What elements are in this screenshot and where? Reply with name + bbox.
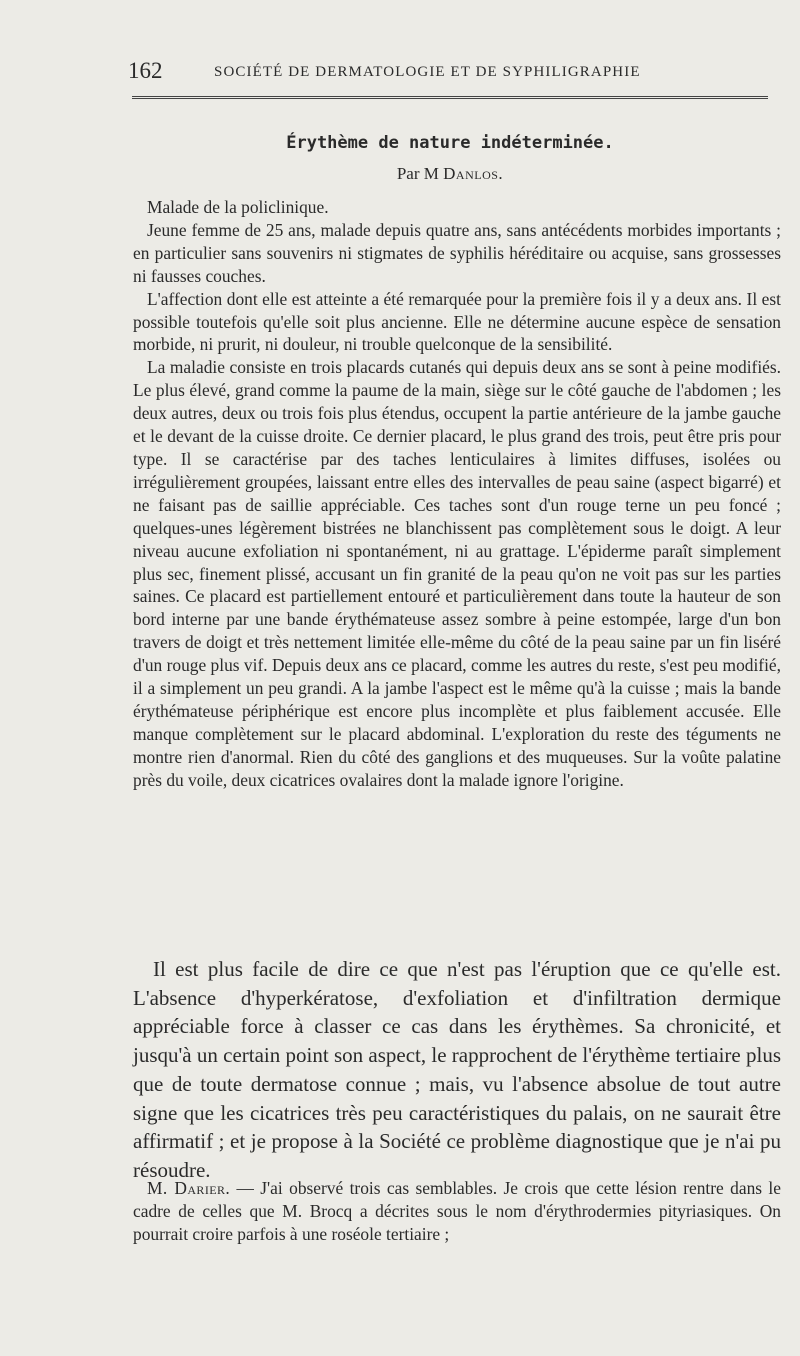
paragraph-intro: Malade de la policlinique. [147, 197, 329, 217]
paragraph-onset: L'affection dont elle est atteinte a été remarquée pour la première fois il y a deux ans. Il est possible toutefois qu'elle soit plus ancienne. Elle ne détermine aucune espèce de sensation morbide, ni prurit, ni douleur, ni trouble quelconque de la sensibilité. [133, 288, 781, 355]
byline-prefix: Par M [396, 164, 439, 183]
page-number: 162 [128, 58, 163, 83]
case-report [133, 196, 781, 792]
author-commentary: Il est plus facile de dire ce que n'est pas l'éruption que ce qu'elle est. L'absence d'hyperkératose, d'exfoliation et d'infiltration dermique appréciable force à classer ce cas dans les érythèmes. Sa chronicité, et jusqu'à un certain point son aspect, le rapprochent de l'érythème tertiaire plus que de toute dermatose connue ; mais, vu l'absence absolue de tout autre signe que les cicatrices très peu caractéristiques du palais, on ne saurait être affirmatif ; et je propose à la Société ce problème diagnostique que je n'ai pu résoudre. [133, 957, 781, 1182]
byline [0, 162, 800, 186]
journal-title: SOCIÉTÉ DE DERMATOLOGIE ET DE SYPHILIGRAPHIE [214, 64, 641, 80]
discussion-text: — J'ai observé trois cas semblables. Je crois que cette lésion rentre dans le cadre de celles que M. Brocq a décrites sous le nom d'érythrodermies pityriasiques. On pourrait croire parfois à une roséole tertiaire ; [133, 1178, 781, 1244]
discussion-paragraph [133, 1177, 781, 1245]
running-head [128, 56, 768, 90]
paragraph-history: Jeune femme de 25 ans, malade depuis quatre ans, sans antécédents morbides importants ; en particulier sans souvenirs ni stigmates de syphilis héréditaire ou acquise, sans grossesses ni fausses couches. [133, 219, 781, 286]
paragraph-description: La maladie consiste en trois placards cutanés qui depuis deux ans se sont à peine modifiés. Le plus élevé, grand comme la paume de la main, siège sur le côté gauche de l'abdomen ; les deux autres, deux ou trois fois plus étendus, occupent la partie antérieure de la jambe gauche et le devant de la cuisse droite. Ce dernier placard, le plus grand des trois, peut être pris pour type. Il se caractérise par des taches lenticulaires à limites diffuses, isolées ou irrégulièrement groupées, laissant entre elles des intervalles de peau saine (aspect bigarré) et ne faisant pas de saillie appréciable. Ces taches sont d'un rouge terne un peu foncé ; quelques-unes légèrement bistrées ne blanchissent pas complètement sous le doigt. A leur niveau aucune exfoliation ni spontanément, ni au grattage. L'épiderme paraît simplement plus sec, finement plissé, accusant un fin granité de la peau qu'on ne voit pas sur les parties saines. Ce placard est partiellement entouré et particulièrement dans toute la hauteur de son bord interne par une bande érythémateuse assez sombre à peine estompée, large d'un bon travers de doigt et très nettement limitée elle-même du côté de la peau saine par un fin liséré d'un rouge plus vif. Depuis deux ans ce placard, comme les autres du reste, s'est peu modifié, il a simplement un peu grandi. A la jambe l'aspect est le même qu'à la cuisse ; mais la bande érythémateuse périphérique est encore plus incomplète et plus faiblement accusée. Elle manque complètement sur le placard abdominal. L'exploration du reste des téguments ne montre rien d'anormal. Rien du côté des ganglions et des muqueuses. Sur la voûte palatine près du voile, deux cicatrices ovalaires dont la malade ignore l'origine. [133, 357, 781, 790]
discussion-speaker: M. Darier. [147, 1178, 231, 1198]
article-title: Érythème de nature indéterminée. [286, 133, 614, 153]
author-name: Danlos. [443, 164, 504, 183]
header-rule [132, 96, 768, 99]
